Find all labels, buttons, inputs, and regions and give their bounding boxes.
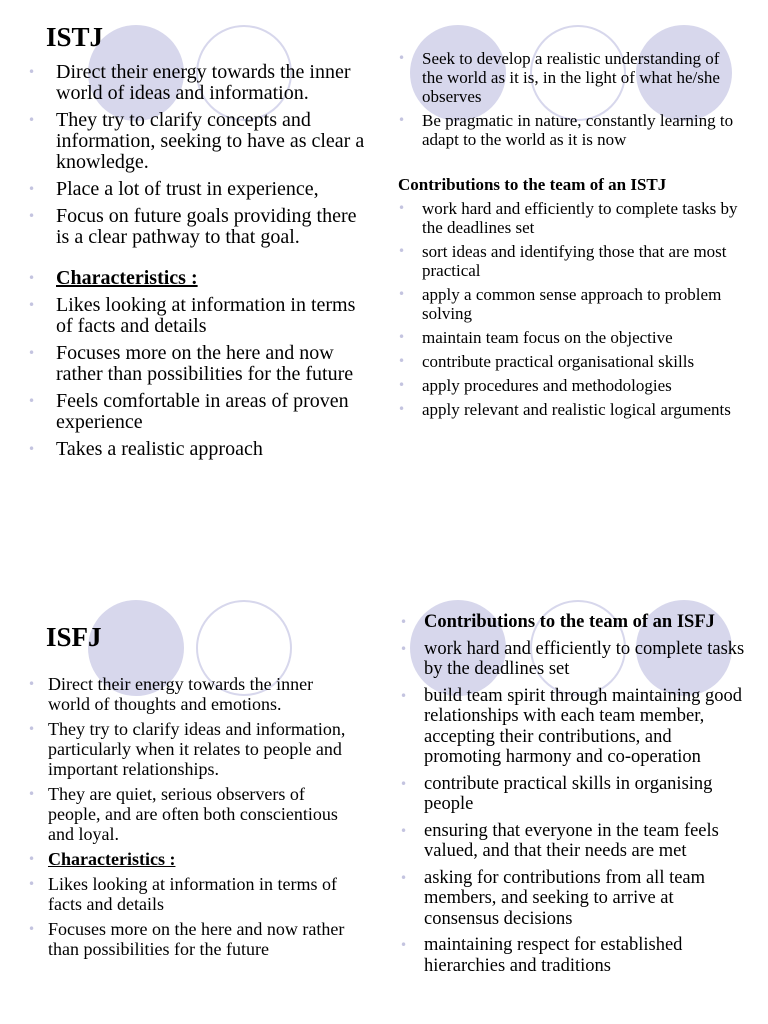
list-item: • Likes looking at information in terms of facts and details: [28, 874, 337, 914]
characteristics-heading: • Characteristics :: [28, 849, 176, 869]
page-title: ISTJ: [46, 22, 104, 52]
list-item: • contribute practical skills in organising people: [400, 773, 713, 814]
list-item: • asking for contributions from all team members, and seeking to arrive at consensus decisions: [400, 867, 706, 929]
bullet-icon: •: [28, 113, 36, 127]
list-item: • They are quiet, serious observers of people, and are often both conscientious and loyal.: [28, 784, 338, 844]
list-item: • Be pragmatic in nature, constantly learning to adapt to the world as it is now: [398, 111, 734, 149]
list-item: • Direct their energy towards the inner world of thoughts and emotions.: [28, 674, 314, 714]
bullet-icon: •: [398, 113, 406, 127]
bullet-icon: •: [398, 402, 406, 416]
istj-description-list: [28, 62, 373, 466]
slide-isfj-right: [384, 560, 768, 1024]
bullet-icon: •: [28, 209, 36, 223]
bullet-icon: •: [398, 201, 406, 215]
bullet-icon: •: [400, 870, 408, 885]
bullet-icon: •: [28, 677, 36, 691]
list-item: • Direct their energy towards the inner world of ideas and information.: [28, 61, 351, 104]
list-item: • Focuses more on the here and now rather than possibilities for the future: [28, 342, 354, 385]
list-item: • They try to clarify concepts and information, seeking to have as clear a knowledge.: [28, 109, 365, 173]
bullet-icon: •: [400, 938, 408, 952]
list-item: • Focuses more on the here and now rather than possibilities for the future: [28, 919, 345, 959]
bullet-icon: •: [400, 641, 408, 656]
contributions-heading: Contributions to the team of an ISTJ: [398, 175, 667, 194]
slide-isfj-left: [0, 560, 384, 1024]
bullet-icon: •: [28, 877, 36, 891]
section-title: ISFJ: [46, 622, 102, 652]
bullet-icon: •: [400, 688, 408, 703]
isfj-description-list: [28, 674, 358, 964]
slide-istj-right: [384, 0, 768, 560]
bullet-icon: •: [28, 346, 36, 360]
list-item: • Place a lot of trust in experience,: [28, 178, 319, 200]
bullet-icon: •: [28, 298, 36, 312]
istj-contributions-list: [398, 199, 743, 424]
list-item: • They try to clarify ideas and information, particularly when it relates to people and important relationships.: [28, 719, 346, 779]
bullet-icon: •: [398, 51, 406, 65]
bullet-icon: •: [28, 722, 36, 736]
list-item: • sort ideas and identifying those that are most practical: [398, 242, 727, 280]
list-item: • Focus on future goals providing there is a clear pathway to that goal.: [28, 205, 357, 248]
list-item: • apply a common sense approach to problem solving: [398, 285, 722, 323]
list-item: • work hard and efficiently to complete tasks by the deadlines set: [398, 199, 738, 237]
characteristics-heading: • Characteristics :: [28, 267, 198, 289]
list-item: • Likes looking at information in terms of facts and details: [28, 294, 356, 337]
bullet-icon: •: [398, 378, 406, 392]
bullet-icon: •: [28, 182, 36, 196]
bullet-icon: •: [400, 776, 408, 791]
istj-right-list: [398, 49, 743, 154]
list-item: • maintain team focus on the objective: [398, 328, 673, 347]
list-item: • ensuring that everyone in the team feels valued, and that their needs are met: [400, 820, 719, 861]
bullet-icon: •: [28, 65, 36, 79]
bullet-icon: •: [28, 394, 36, 408]
bullet-icon: •: [400, 615, 408, 629]
list-item: • Seek to develop a realistic understanding of the world as it is, in the light of what he/she observes: [398, 49, 720, 106]
bullet-icon: •: [28, 852, 36, 866]
isfj-contributions-list: [400, 612, 745, 982]
list-item: • maintaining respect for established hierarchies and traditions: [400, 935, 683, 976]
bullet-icon: •: [398, 244, 406, 258]
list-item: • apply procedures and methodologies: [398, 376, 672, 395]
contributions-heading: • Contributions to the team of an ISFJ: [400, 612, 715, 632]
list-item: • Takes a realistic approach: [28, 438, 263, 460]
bullet-icon: •: [28, 922, 36, 936]
bullet-icon: •: [28, 442, 36, 456]
list-item: • Feels comfortable in areas of proven experience: [28, 390, 349, 433]
list-item: • contribute practical organisational skills: [398, 352, 695, 371]
list-item: • build team spirit through maintaining good relationships with each team member, accepting their contributions, and promoting harmony and co-operation: [400, 685, 743, 767]
bullet-icon: •: [398, 287, 406, 301]
bullet-icon: •: [398, 354, 406, 368]
bullet-icon: •: [400, 823, 408, 838]
bullet-icon: •: [28, 271, 36, 285]
list-item: • work hard and efficiently to complete tasks by the deadlines set: [400, 638, 745, 679]
slide-istj-left: [0, 0, 384, 560]
bullet-icon: •: [398, 330, 406, 344]
list-item: • apply relevant and realistic logical arguments: [398, 400, 731, 419]
bullet-icon: •: [28, 787, 36, 801]
